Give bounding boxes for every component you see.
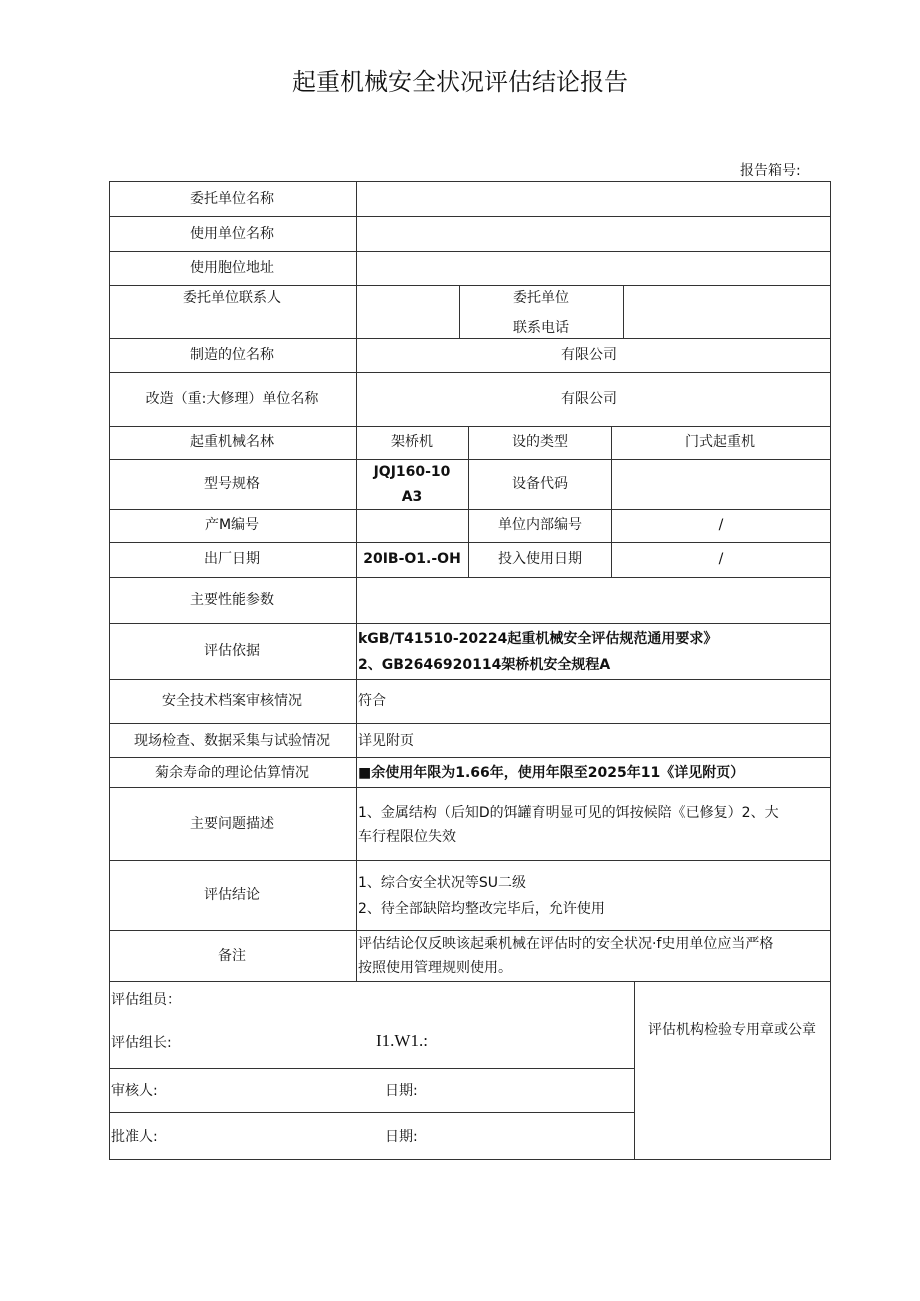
leader-label: 评估组长: (111, 1035, 172, 1051)
modifier-value: 有限公司 (561, 391, 617, 407)
archive-value: 符合 (358, 693, 386, 709)
members-label: 评估组员： (111, 992, 181, 1008)
model-value-line2: A3 (401, 489, 423, 505)
product-no-label: 产M编号 (204, 517, 260, 533)
conclusion-label: 评估结论 (204, 887, 260, 903)
life-value: ■余使用年限为1.66年，使用年限至2025年11《详见附页） (358, 765, 745, 781)
problems-line1: 1、金属结构（后知D的饵罐育明显可见的饵按候陪《已修复）2、大 (358, 805, 779, 821)
seal-label: 评估机构检验专用章或公章 (648, 1022, 816, 1038)
report-number-label: 报告箱号: (740, 163, 801, 179)
problems-line2: 车行程限位失效 (358, 829, 456, 845)
use-date-label: 投入使用日期 (498, 551, 582, 567)
contact-phone-label-2: 联系电话 (513, 320, 569, 336)
leader-signature: I1.W1.: (376, 1031, 428, 1050)
remark-label: 备注 (218, 948, 246, 964)
conclusion-line2: 2、待全部缺陪均整改完毕后，允许使用 (358, 901, 605, 917)
maker-label: 制造的位名称 (190, 347, 274, 363)
contact-label: 委托单位联系人 (183, 290, 281, 306)
factory-date-label: 出厂日期 (204, 551, 260, 567)
use-date-value: / (718, 551, 724, 567)
factory-date-value: 20IB-O1.-OH (363, 551, 461, 567)
remark-line1: 评估结论仅反映该起乘机械在评估时的安全状况·f史用单位应当严格 (358, 936, 774, 952)
user-unit-label: 使用单位名称 (190, 226, 274, 242)
inner-no-label: 单位内部编号 (498, 517, 582, 533)
device-code-label: 设备代码 (512, 476, 568, 492)
inspection-label: 现场检查、数据采集与试验情况 (134, 733, 330, 749)
approver-date-label: 日期: (385, 1129, 418, 1145)
inspection-value: 详见附页 (358, 733, 414, 749)
reviewer-label: 审核人: (111, 1083, 158, 1099)
archive-label: 安全技术档案审核情况 (162, 693, 302, 709)
life-label: 菊余寿命的理论估算情况 (155, 765, 309, 781)
model-label: 型号规格 (204, 476, 260, 492)
entrust-unit-label: 委托单位名称 (190, 191, 274, 207)
machine-type-label: 设的类型 (512, 434, 568, 450)
problems-label: 主要问题描述 (190, 816, 274, 832)
params-label: 主要性能参数 (190, 592, 274, 608)
machine-name-label: 起重机械名林 (190, 434, 274, 450)
reviewer-date-label: 日期: (385, 1083, 418, 1099)
model-value-line1: JQJ160-10 (373, 464, 451, 480)
basis-line2: 2、GB2646920114架桥机安全规程A (358, 657, 611, 673)
page-title: 起重机械安全状况评估结论报告 (292, 68, 628, 96)
approver-label: 批准人: (111, 1129, 158, 1145)
machine-name-value: 架桥机 (391, 434, 433, 450)
contact-phone-label-1: 委托单位 (513, 290, 569, 306)
basis-line1: kGB/T41510-20224起重机械安全评估规范通用要求》 (358, 631, 718, 647)
basis-label: 评估依据 (204, 643, 260, 659)
remark-line2: 按照使用管理规则使用。 (358, 960, 512, 976)
conclusion-line1: 1、综合安全状况等SU二级 (358, 875, 527, 891)
user-address-label: 使用胞位地址 (190, 260, 274, 276)
machine-type-value: 门式起重机 (685, 434, 755, 450)
modifier-label: 改造（重:大修理）单位名称 (145, 391, 319, 407)
inner-no-value: / (718, 517, 724, 533)
maker-value: 有限公司 (561, 347, 617, 363)
